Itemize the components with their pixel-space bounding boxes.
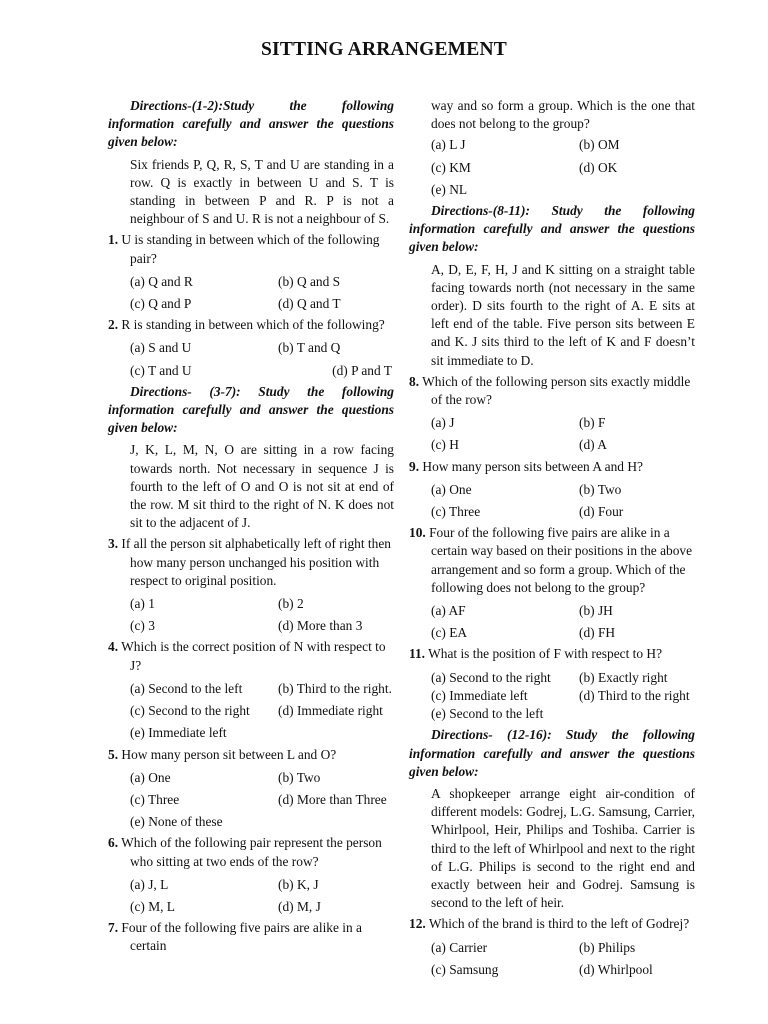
option-b[interactable]: (b) Two [278,769,321,785]
question-text: How many person sits between A and H? [422,458,643,474]
option-c[interactable]: (c) Three [431,504,481,520]
question-4 [108,638,394,674]
question-number: 4. [108,639,119,655]
option-e[interactable]: (e) NL [431,181,468,197]
question-text: If all the person sit alphabetically left of right then how many person unchanged his position with respect to original position. [121,536,391,588]
option-d[interactable]: (d) Whirlpool [579,961,653,977]
option-d[interactable]: (d) More than Three [278,791,387,807]
passage-3-7: J, K, L, M, N, O are sitting in a row facing towards north. Not necessary in sequence J is fourth to the left of O and O is not sit at end of the row. M sit third to the right of N. K does not sit to the adjacent of J. [130,442,394,531]
option-a[interactable]: (a) Carrier [431,939,488,955]
options-q7 [431,136,695,199]
options-q4 [130,680,394,743]
question-text: U is standing in between which of the following pair? [121,232,380,266]
option-a[interactable]: (a) S and U [130,340,192,356]
question-10 [409,524,695,597]
question-text: R is standing in between which of the following? [121,317,385,333]
option-d[interactable]: (d) M, J [278,898,321,914]
question-number: 10. [409,525,426,541]
question-text: What is the position of F with respect to H? [428,646,663,662]
option-a[interactable]: (a) J, L [130,876,169,892]
directions-1-2: Directions-(1-2):Study the following information carefully and answer the questions given below: [108,98,394,150]
option-d[interactable]: (d) Four [579,504,624,520]
question-number: 5. [108,746,119,762]
option-b[interactable]: (b) OM [579,137,620,153]
question-7-continued: way and so form a group. Which is the one that does not belong to the group? [431,98,695,132]
question-11 [409,645,695,663]
options-q2 [130,339,394,379]
option-b[interactable]: (b) 2 [278,596,304,612]
question-6 [108,834,394,870]
options-q5 [130,769,394,832]
option-c[interactable]: (c) H [431,437,459,453]
option-e[interactable]: (e) None of these [130,814,223,830]
passage-12-16: A shopkeeper arrange eight air-condition of different models: Godrej, L.G. Samsung, Carrier, Whirlpool, Heir, Philips and Toshiba. Carrier is third to the left of Whirlpool and next to the right of L.G. Philips is second to the right end and exactly between heir and Godrej. Samsung is second to the left of heir. [431,785,695,911]
question-number: 7. [108,920,119,936]
question-number: 3. [108,536,119,552]
left-column [108,97,394,961]
option-d[interactable]: (d) FH [579,625,616,641]
question-text: How many person sit between L and O? [121,746,337,762]
right-column [409,97,695,982]
option-c[interactable]: (c) Second to the right [130,703,250,719]
passage-8-11: A, D, E, F, H, J and K sitting on a straight table facing towards north (not necessary in the same order). D sits fourth to the right of A. E sits at left end of the table. Five person sits between E and K. J sits third to the left of K and F doesn’t sit immediate to D. [431,261,695,368]
option-a[interactable]: (a) Second to the left [130,680,243,696]
option-b[interactable]: (b) K, J [278,876,319,892]
option-a[interactable]: (a) Q and R [130,273,193,289]
option-a[interactable]: (a) One [431,481,472,497]
options-q9 [431,481,695,521]
question-7 [108,919,394,955]
option-c[interactable]: (c) EA [431,625,468,641]
option-b[interactable]: (b) Two [579,481,622,497]
options-q11 [431,669,695,724]
question-text: Which is the correct position of N with respect to J? [121,639,386,673]
option-d[interactable]: (d) Immediate right [278,703,383,719]
option-b[interactable]: (b) F [579,415,606,431]
option-b[interactable]: (b) Exactly right [579,669,668,685]
option-d[interactable]: (d) Third to the right [579,687,690,703]
option-d[interactable]: (d) OK [579,159,618,175]
passage-1-2: Six friends P, Q, R, S, T and U are standing in a row. Q is exactly in between U and S. T is standing in between P and R. P is not a neighbour of S and U. R is not a neighbour of S. [130,156,394,227]
option-c[interactable]: (c) M, L [130,898,175,914]
question-number: 9. [409,458,420,474]
directions-8-11: Directions-(8-11): Study the following information carefully and answer the questions given below: [409,203,695,255]
options-q12 [431,939,695,979]
question-5 [108,746,394,764]
question-text: Which of the brand is third to the left of Godrej? [428,916,690,932]
option-b[interactable]: (b) T and Q [278,340,341,356]
options-q10 [431,602,695,642]
option-b[interactable]: (b) Third to the right. [278,680,392,696]
option-b[interactable]: (b) JH [579,603,613,619]
question-2 [108,316,394,334]
question-3 [108,535,394,590]
options-q1 [130,273,394,313]
question-number: 11. [409,646,425,662]
option-d[interactable]: (d) P and T [332,362,392,378]
option-c[interactable]: (c) Immediate left [431,687,528,703]
question-number: 12. [409,916,426,932]
option-d[interactable]: (d) Q and T [278,296,341,312]
question-number: 2. [108,317,119,333]
option-c[interactable]: (c) Three [130,791,180,807]
question-text: Four of the following five pairs are alike in a certain way based on their positions in the above arrangement and so form a group. Which of the following does not belong to the group? [429,525,693,595]
option-e[interactable]: (e) Second to the left [431,706,544,722]
question-number: 6. [108,835,119,851]
option-b[interactable]: (b) Philips [579,939,636,955]
options-q6 [130,876,394,916]
option-d[interactable]: (d) More than 3 [278,618,363,634]
option-c[interactable]: (c) Q and P [130,296,192,312]
question-text: Which of the following person sits exactly middle of the row? [422,373,691,408]
directions-3-7: Directions- (3-7): Study the following information carefully and answer the questions given below: [108,383,394,436]
option-d[interactable]: (d) A [579,437,607,453]
question-8 [409,373,695,409]
option-a[interactable]: (a) AF [431,603,466,619]
option-e[interactable]: (e) Immediate left [130,725,227,741]
option-c[interactable]: (c) Samsung [431,961,499,977]
option-a[interactable]: (a) Second to the right [431,669,551,685]
option-a[interactable]: (a) J [431,415,455,431]
option-c[interactable]: (c) T and U [130,362,192,378]
question-text: Which of the following pair represent the person who sitting at two ends of the row? [121,835,382,869]
option-c[interactable]: (c) KM [431,159,471,175]
directions-12-16: Directions- (12-16): Study the following information carefully and answer the questions given below: [409,727,695,779]
question-9 [409,458,695,476]
option-a[interactable]: (a) One [130,769,171,785]
option-b[interactable]: (b) Q and S [278,273,341,289]
options-q3 [130,595,394,635]
option-c[interactable]: (c) 3 [130,618,155,634]
question-12 [409,915,695,933]
question-text: Four of the following five pairs are alike in a certain [121,920,362,954]
question-number: 8. [409,373,420,389]
page-title: SITTING ARRANGEMENT [261,39,507,60]
options-q8 [431,414,695,454]
question-number: 1. [108,232,119,248]
option-a[interactable]: (a) L J [431,137,466,153]
option-a[interactable]: (a) 1 [130,596,155,612]
question-1 [108,231,394,267]
